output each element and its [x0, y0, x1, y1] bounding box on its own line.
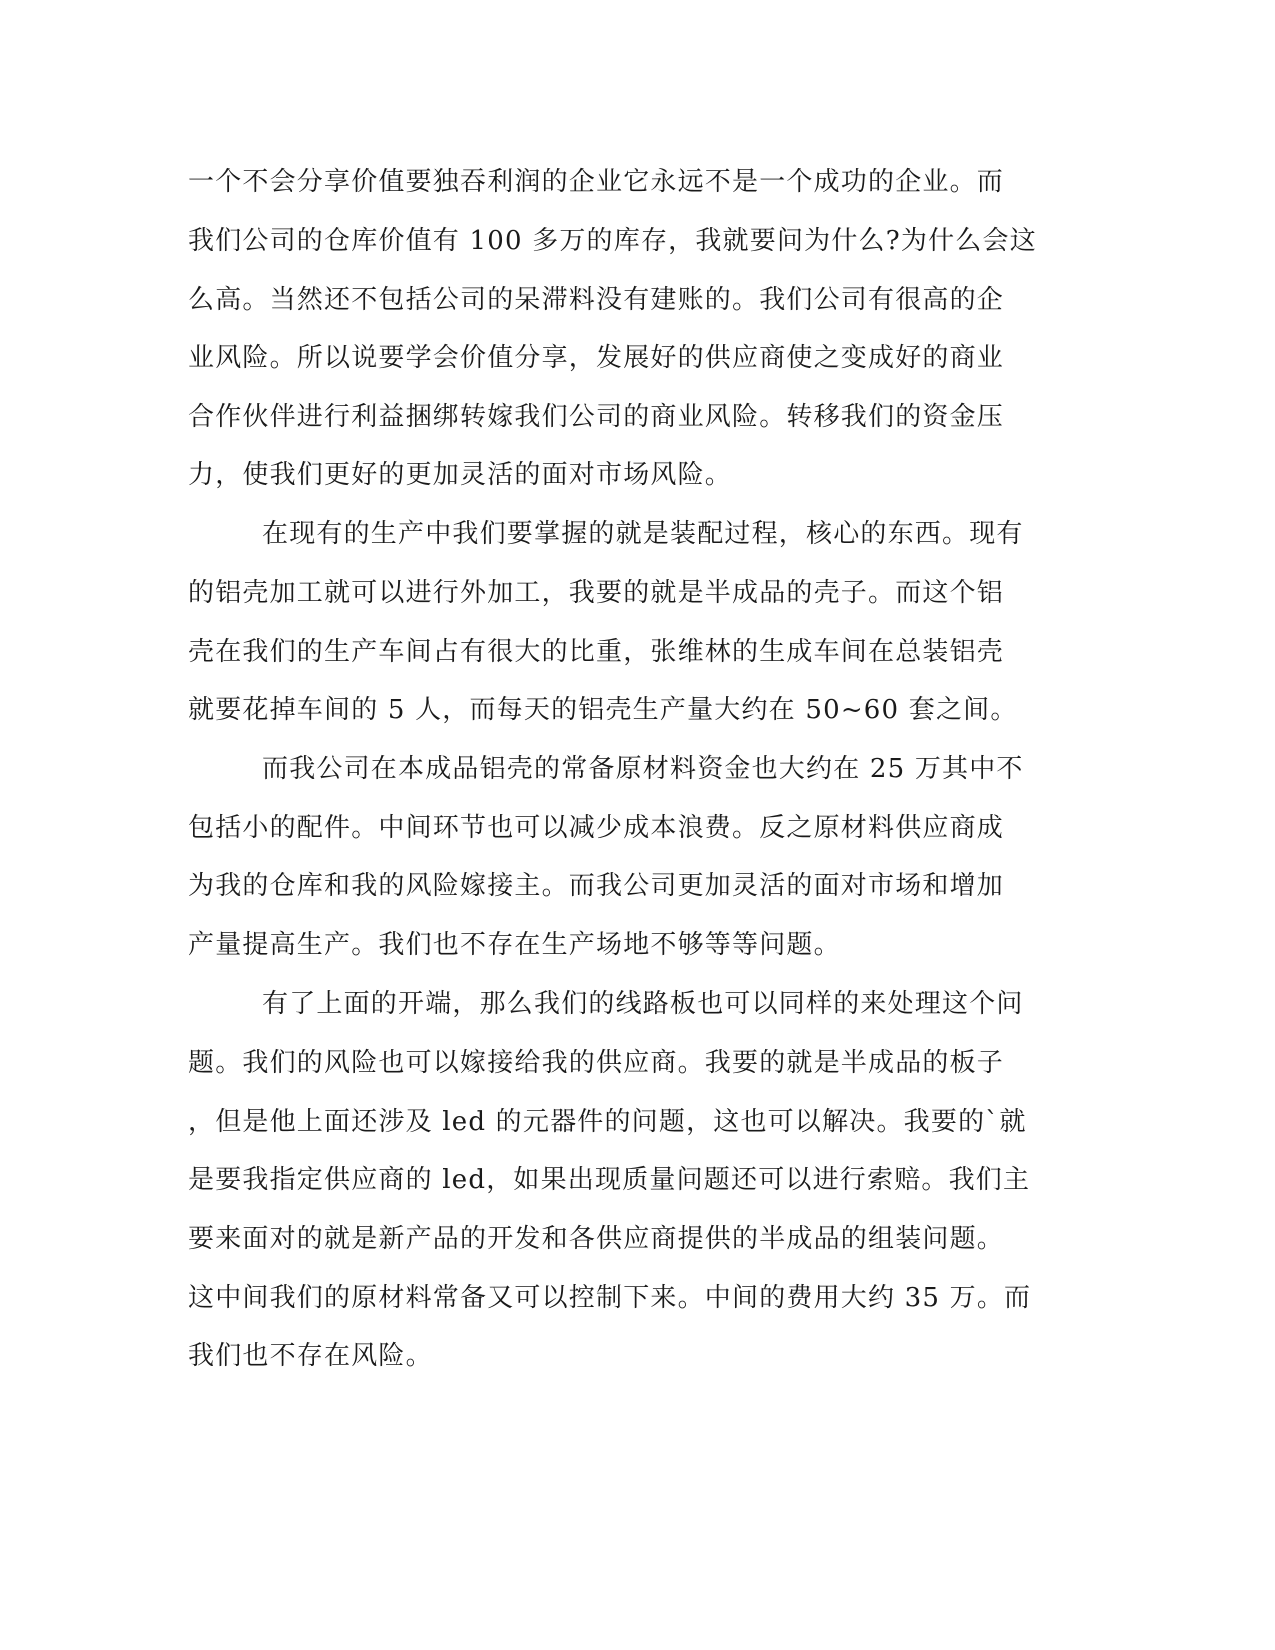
text-line: 有了上面的开端，那么我们的线路板也可以同样的来处理这个问: [262, 989, 1024, 1019]
text-line: 么高。当然还不包括公司的呆滞料没有建账的。我们公司有很高的企: [188, 285, 1005, 315]
text-line: 这中间我们的原材料常备又可以控制下来。中间的费用大约 35 万。而: [188, 1283, 1032, 1313]
text-line: ，但是他上面还涉及 led 的元器件的问题，这也可以解决。我要的`就: [188, 1107, 1027, 1137]
text-line: 合作伙伴进行利益捆绑转嫁我们公司的商业风险。转移我们的资金压: [188, 402, 1005, 432]
text-line: 一个不会分享价值要独吞利润的企业它永远不是一个成功的企业。而: [188, 167, 1005, 197]
text-line: 的铝壳加工就可以进行外加工，我要的就是半成品的壳子。而这个铝: [188, 578, 1005, 608]
text-line: 包括小的配件。中间环节也可以减少成本浪费。反之原材料供应商成: [188, 813, 1005, 843]
text-line: 就要花掉车间的 5 人，而每天的铝壳生产量大约在 50~60 套之间。: [188, 695, 1018, 725]
text-line: 为我的仓库和我的风险嫁接主。而我公司更加灵活的面对市场和增加: [188, 871, 1005, 901]
text-line: 是要我指定供应商的 led，如果出现质量问题还可以进行索赔。我们主: [188, 1165, 1031, 1195]
text-line: 壳在我们的生产车间占有很大的比重，张维林的生成车间在总装铝壳: [188, 637, 1005, 667]
text-line: 我们也不存在风险。: [188, 1341, 433, 1371]
text-line: 在现有的生产中我们要掌握的就是装配过程，核心的东西。现有: [262, 519, 1024, 549]
text-line: 产量提高生产。我们也不存在生产场地不够等等问题。: [188, 930, 841, 960]
text-line: 而我公司在本成品铝壳的常备原材料资金也大约在 25 万其中不: [262, 754, 1024, 784]
text-line: 题。我们的风险也可以嫁接给我的供应商。我要的就是半成品的板子: [188, 1048, 1005, 1078]
text-line: 力，使我们更好的更加灵活的面对市场风险。: [188, 460, 733, 490]
text-line: 我们公司的仓库价值有 100 多万的库存，我就要问为什么?为什么会这: [188, 226, 1037, 256]
text-line: 业风险。所以说要学会价值分享，发展好的供应商使之变成好的商业: [188, 343, 1005, 373]
text-line: 要来面对的就是新产品的开发和各供应商提供的半成品的组装问题。: [188, 1224, 1005, 1254]
